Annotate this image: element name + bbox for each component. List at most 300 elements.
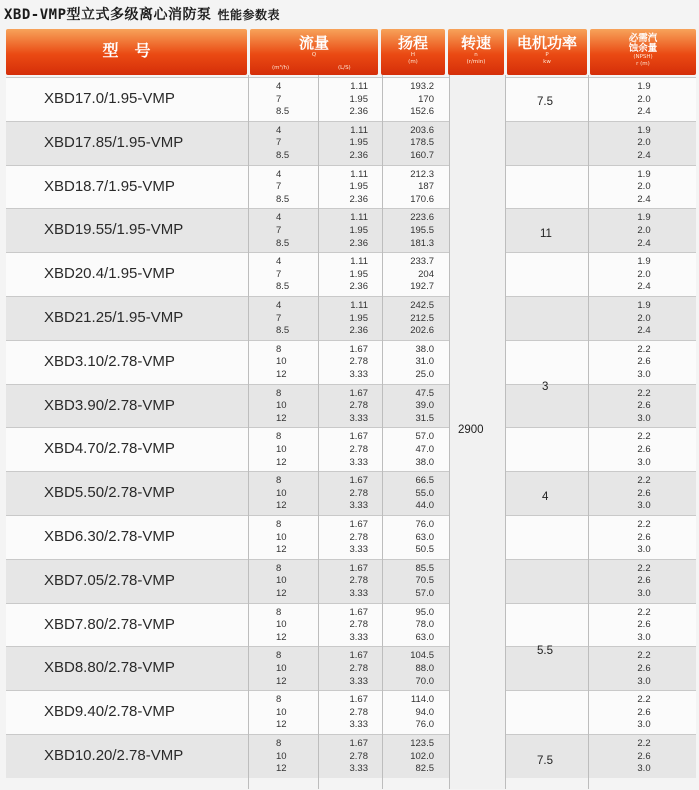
flow-ls-value: 3.33: [349, 500, 368, 512]
head-value: 47.0: [415, 443, 434, 455]
flow-ls-values: [324, 344, 368, 382]
npsh-value: 2.4: [637, 106, 651, 118]
npsh-value: 2.6: [637, 750, 651, 762]
npsh-value: 1.9: [637, 81, 651, 92]
divider-flow: [318, 75, 319, 789]
flow-ls-value: 1.95: [349, 137, 368, 149]
flow-ls-value: 2.36: [349, 106, 368, 118]
model-name: XBD8.80/2.78-VMP: [44, 659, 175, 677]
flow-ls-value: 1.67: [349, 606, 368, 618]
flow-m3-value: 12: [276, 763, 287, 775]
power-value-3: 3: [542, 381, 549, 393]
model-name: XBD5.50/2.78-VMP: [44, 484, 175, 502]
head-value: 63.0: [415, 631, 434, 643]
flow-m3-value: 8: [276, 650, 282, 662]
flow-ls-value: 2.78: [349, 356, 368, 368]
head-value: 94.0: [415, 706, 434, 718]
flow-m3-value: 12: [276, 368, 287, 380]
header-flow-unit-ls: (L/S): [338, 65, 351, 71]
header-speed-symbol: n: [474, 52, 478, 58]
head-values: [394, 256, 434, 294]
header-flow-symbol: Q: [311, 52, 317, 58]
flow-m3-values: [276, 300, 289, 338]
header-power-symbol: P: [545, 52, 549, 58]
flow-ls-value: 1.67: [349, 518, 368, 530]
table-row: [6, 384, 696, 428]
flow-ls-value: 1.95: [349, 224, 368, 236]
npsh-value: 2.2: [637, 387, 651, 399]
npsh-value: 2.2: [637, 518, 651, 530]
flow-m3-value: 12: [276, 719, 287, 731]
npsh-value: 2.6: [637, 619, 651, 631]
npsh-value: 2.0: [637, 181, 651, 193]
npsh-value: 2.4: [637, 325, 651, 337]
flow-ls-value: 1.11: [350, 124, 368, 136]
head-value: 31.0: [415, 356, 434, 368]
head-value: 193.2: [410, 81, 434, 92]
head-values: [394, 738, 434, 776]
flow-ls-value: 1.11: [350, 81, 368, 92]
model-name: XBD7.80/2.78-VMP: [44, 615, 175, 633]
flow-ls-value: 3.33: [349, 675, 368, 687]
head-values: [394, 300, 434, 338]
header-flow: [250, 29, 378, 75]
flow-ls-value: 1.67: [349, 343, 368, 355]
npsh-values: [632, 344, 656, 382]
npsh-values: [632, 738, 656, 776]
flow-m3-value: 10: [276, 400, 287, 412]
npsh-values: [632, 256, 656, 294]
npsh-value: 2.2: [637, 431, 651, 443]
npsh-value: 2.0: [637, 93, 651, 105]
power-value-1: 7.5: [537, 96, 553, 108]
head-values: [394, 475, 434, 513]
head-values: [394, 431, 434, 469]
table-row: [6, 165, 696, 209]
npsh-value: 3.0: [637, 456, 651, 468]
flow-m3-value: 8: [276, 737, 282, 749]
head-value: 202.6: [410, 325, 434, 337]
flow-m3-value: 8.5: [276, 237, 290, 249]
flow-ls-value: 2.78: [349, 487, 368, 499]
flow-ls-values: [324, 256, 368, 294]
npsh-value: 2.4: [637, 281, 651, 293]
header-npsh-line4: r (m): [636, 61, 650, 67]
head-value: 63.0: [415, 531, 434, 543]
head-value: 203.6: [410, 124, 434, 136]
head-value: 47.5: [415, 387, 434, 399]
head-values: [394, 388, 434, 426]
performance-table: [6, 29, 696, 778]
head-value: 78.0: [415, 619, 434, 631]
flow-m3-value: 8.5: [276, 281, 290, 293]
flow-ls-value: 3.33: [349, 631, 368, 643]
header-head-unit: (m): [408, 59, 418, 65]
flow-m3-value: 7: [276, 312, 282, 324]
flow-ls-value: 3.33: [349, 763, 368, 775]
flow-m3-value: 12: [276, 500, 287, 512]
flow-ls-value: 2.78: [349, 619, 368, 631]
flow-m3-value: 8: [276, 475, 282, 487]
header-npsh-line2: 蚀余量: [628, 43, 658, 54]
head-value: 242.5: [410, 299, 434, 311]
table-row: [6, 603, 696, 647]
head-value: 76.0: [415, 518, 434, 530]
document-title: [4, 4, 280, 26]
flow-m3-values: [276, 431, 287, 469]
header-npsh-line1: 必需汽: [628, 33, 658, 44]
npsh-value: 2.4: [637, 193, 651, 205]
speed-value: 2900: [458, 424, 484, 436]
head-value: 31.5: [415, 412, 434, 424]
npsh-value: 2.2: [637, 694, 651, 706]
flow-m3-value: 10: [276, 706, 287, 718]
flow-m3-values: [276, 650, 287, 688]
npsh-value: 1.9: [637, 168, 651, 180]
flow-ls-value: 1.11: [350, 168, 368, 180]
header-power-label: 电机功率: [516, 34, 577, 52]
flow-m3-value: 12: [276, 412, 287, 424]
flow-m3-value: 8: [276, 431, 282, 443]
flow-m3-value: 12: [276, 456, 287, 468]
table-row: [6, 559, 696, 603]
npsh-value: 2.2: [637, 343, 651, 355]
model-name: XBD18.7/1.95-VMP: [44, 177, 175, 195]
flow-m3-values: [276, 125, 289, 163]
npsh-values: [632, 694, 656, 732]
flow-m3-value: 10: [276, 750, 287, 762]
head-value: 82.5: [415, 763, 434, 775]
flow-ls-value: 2.78: [349, 750, 368, 762]
head-value: 25.0: [415, 368, 434, 380]
head-value: 233.7: [410, 256, 434, 268]
npsh-value: 3.0: [637, 631, 651, 643]
flow-ls-values: [324, 738, 368, 776]
head-value: 123.5: [410, 737, 434, 749]
head-value: 212.3: [410, 168, 434, 180]
head-value: 76.0: [415, 719, 434, 731]
flow-m3-value: 12: [276, 675, 287, 687]
head-value: 223.6: [410, 212, 434, 224]
head-value: 104.5: [410, 650, 434, 662]
table-row: [6, 515, 696, 559]
npsh-value: 2.2: [637, 475, 651, 487]
flow-ls-values: [324, 694, 368, 732]
head-value: 114.0: [410, 694, 434, 706]
flow-ls-value: 1.95: [349, 181, 368, 193]
npsh-value: 3.0: [637, 412, 651, 424]
flow-ls-value: 3.33: [349, 412, 368, 424]
head-values: [394, 169, 434, 207]
flow-ls-value: 2.36: [349, 237, 368, 249]
flow-ls-value: 1.67: [349, 387, 368, 399]
table-row: [6, 427, 696, 471]
npsh-values: [632, 650, 656, 688]
flow-m3-value: 8: [276, 606, 282, 618]
flow-m3-value: 12: [276, 587, 287, 599]
head-value: 57.0: [415, 431, 434, 443]
npsh-value: 2.0: [637, 137, 651, 149]
head-value: 170: [418, 93, 434, 105]
flow-ls-value: 1.67: [349, 562, 368, 574]
npsh-value: 3.0: [637, 544, 651, 556]
header-model: [6, 29, 247, 75]
flow-m3-value: 10: [276, 531, 287, 543]
flow-ls-value: 1.67: [349, 475, 368, 487]
npsh-value: 2.6: [637, 400, 651, 412]
title-sub: 性能参数表: [217, 8, 281, 22]
flow-ls-values: [324, 300, 368, 338]
flow-ls-value: 2.36: [349, 149, 368, 161]
flow-m3-value: 7: [276, 93, 282, 105]
flow-m3-value: 7: [276, 268, 282, 280]
flow-m3-values: [276, 519, 287, 557]
table-row: [6, 646, 696, 690]
flow-m3-values: [276, 694, 287, 732]
model-name: XBD19.55/1.95-VMP: [44, 221, 184, 239]
flow-ls-value: 1.11: [350, 299, 368, 311]
flow-ls-value: 3.33: [349, 456, 368, 468]
table-row: [6, 296, 696, 340]
flow-ls-value: 2.78: [349, 662, 368, 674]
flow-m3-value: 4: [276, 299, 282, 311]
head-values: [394, 81, 434, 119]
head-value: 44.0: [415, 500, 434, 512]
model-name: XBD4.70/2.78-VMP: [44, 440, 175, 458]
table-row: [6, 340, 696, 384]
flow-ls-values: [324, 212, 368, 250]
npsh-values: [632, 519, 656, 557]
flow-ls-value: 1.11: [350, 256, 368, 268]
flow-ls-value: 1.11: [350, 212, 368, 224]
flow-ls-value: 2.78: [349, 706, 368, 718]
head-value: 152.6: [410, 106, 434, 118]
flow-m3-value: 12: [276, 631, 287, 643]
head-value: 55.0: [415, 487, 434, 499]
header-head-label: 扬程: [397, 34, 428, 52]
npsh-value: 3.0: [637, 675, 651, 687]
flow-ls-value: 2.78: [349, 443, 368, 455]
header-speed-unit: (r/min): [466, 59, 486, 65]
flow-ls-value: 1.67: [349, 694, 368, 706]
flow-ls-value: 2.36: [349, 193, 368, 205]
flow-m3-value: 7: [276, 137, 282, 149]
flow-m3-values: [276, 738, 287, 776]
head-values: [394, 563, 434, 601]
head-value: 187: [418, 181, 434, 193]
flow-m3-value: 4: [276, 256, 282, 268]
npsh-value: 2.6: [637, 706, 651, 718]
flow-m3-value: 4: [276, 81, 282, 92]
model-name: XBD6.30/2.78-VMP: [44, 527, 175, 545]
divider-model: [248, 75, 249, 789]
head-value: 70.0: [415, 675, 434, 687]
power-value-5: 5.5: [537, 645, 553, 657]
npsh-value: 2.6: [637, 662, 651, 674]
npsh-values: [632, 563, 656, 601]
flow-ls-value: 2.78: [349, 575, 368, 587]
flow-m3-value: 10: [276, 443, 287, 455]
flow-ls-value: 3.33: [349, 368, 368, 380]
flow-ls-values: [324, 388, 368, 426]
flow-ls-value: 1.67: [349, 431, 368, 443]
model-name: XBD3.90/2.78-VMP: [44, 396, 175, 414]
flow-m3-value: 8: [276, 694, 282, 706]
head-value: 102.0: [410, 750, 434, 762]
head-value: 212.5: [410, 312, 434, 324]
npsh-value: 2.6: [637, 356, 651, 368]
npsh-values: [632, 607, 656, 645]
npsh-value: 1.9: [637, 212, 651, 224]
npsh-value: 2.2: [637, 562, 651, 574]
npsh-values: [632, 431, 656, 469]
npsh-values: [632, 475, 656, 513]
power-value-2: 11: [540, 228, 552, 240]
flow-m3-value: 10: [276, 662, 287, 674]
title-main: XBD-VMP型立式多级离心消防泵: [4, 7, 212, 23]
head-value: 178.5: [410, 137, 434, 149]
flow-ls-values: [324, 475, 368, 513]
table-row: [6, 690, 696, 734]
head-value: 50.5: [415, 544, 434, 556]
head-value: 192.7: [410, 281, 434, 293]
head-values: [394, 694, 434, 732]
flow-m3-value: 7: [276, 181, 282, 193]
model-name: XBD9.40/2.78-VMP: [44, 703, 175, 721]
flow-ls-value: 2.36: [349, 325, 368, 337]
npsh-value: 2.2: [637, 737, 651, 749]
flow-m3-value: 8.5: [276, 106, 290, 118]
flow-ls-value: 2.36: [349, 281, 368, 293]
flow-m3-values: [276, 212, 289, 250]
flow-m3-value: 4: [276, 168, 282, 180]
header-power-unit: kw: [543, 59, 551, 65]
model-name: XBD3.10/2.78-VMP: [44, 352, 175, 370]
model-name: XBD20.4/1.95-VMP: [44, 265, 175, 283]
flow-ls-value: 1.67: [349, 737, 368, 749]
power-value-4: 4: [542, 491, 549, 503]
table-row: [6, 734, 696, 778]
head-value: 57.0: [415, 587, 434, 599]
flow-ls-values: [324, 169, 368, 207]
flow-m3-value: 4: [276, 124, 282, 136]
npsh-value: 2.6: [637, 531, 651, 543]
npsh-values: [632, 212, 656, 250]
npsh-value: 2.6: [637, 575, 651, 587]
header-speed-label: 转速: [460, 34, 491, 52]
head-value: 39.0: [415, 400, 434, 412]
npsh-value: 2.0: [637, 268, 651, 280]
flow-m3-value: 10: [276, 619, 287, 631]
flow-ls-values: [324, 607, 368, 645]
header-npsh-line3: (NPSH): [633, 54, 653, 60]
npsh-value: 1.9: [637, 256, 651, 268]
flow-m3-values: [276, 169, 289, 207]
flow-m3-values: [276, 344, 287, 382]
flow-ls-value: 2.78: [349, 531, 368, 543]
head-values: [394, 519, 434, 557]
divider-head: [449, 75, 450, 789]
npsh-value: 2.6: [637, 443, 651, 455]
flow-ls-value: 3.33: [349, 544, 368, 556]
flow-ls-values: [324, 431, 368, 469]
flow-ls-value: 1.95: [349, 268, 368, 280]
table-row: [6, 208, 696, 252]
model-name: XBD21.25/1.95-VMP: [44, 308, 184, 326]
flow-m3-values: [276, 475, 287, 513]
flow-m3-value: 8.5: [276, 325, 290, 337]
flow-ls-values: [324, 125, 368, 163]
npsh-value: 2.4: [637, 149, 651, 161]
head-value: 66.5: [415, 475, 434, 487]
npsh-value: 3.0: [637, 763, 651, 775]
npsh-values: [632, 388, 656, 426]
npsh-value: 3.0: [637, 719, 651, 731]
npsh-value: 3.0: [637, 368, 651, 380]
power-value-6: 7.5: [537, 755, 553, 767]
npsh-value: 2.4: [637, 237, 651, 249]
flow-m3-value: 4: [276, 212, 282, 224]
divider-ls: [382, 75, 383, 789]
npsh-value: 2.2: [637, 606, 651, 618]
head-value: 181.3: [410, 237, 434, 249]
flow-ls-values: [324, 519, 368, 557]
npsh-values: [632, 81, 656, 119]
flow-m3-value: 8: [276, 343, 282, 355]
head-value: 204: [418, 268, 434, 280]
flow-m3-values: [276, 388, 287, 426]
flow-ls-values: [324, 650, 368, 688]
table-row: [6, 252, 696, 296]
flow-m3-value: 12: [276, 544, 287, 556]
flow-m3-value: 8.5: [276, 149, 290, 161]
flow-m3-value: 8.5: [276, 193, 290, 205]
head-value: 38.0: [415, 343, 434, 355]
flow-m3-value: 8: [276, 518, 282, 530]
flow-m3-value: 8: [276, 387, 282, 399]
model-name: XBD17.85/1.95-VMP: [44, 133, 184, 151]
flow-m3-values: [276, 563, 287, 601]
npsh-values: [632, 169, 656, 207]
header-speed: [448, 29, 504, 75]
header-model-label: 型 号: [102, 41, 151, 60]
header-head-symbol: H: [410, 52, 416, 58]
head-value: 195.5: [410, 224, 434, 236]
flow-m3-value: 10: [276, 575, 287, 587]
head-value: 170.6: [410, 193, 434, 205]
npsh-value: 1.9: [637, 124, 651, 136]
flow-ls-value: 3.33: [349, 587, 368, 599]
flow-ls-value: 2.78: [349, 400, 368, 412]
head-values: [394, 607, 434, 645]
flow-m3-values: [276, 607, 287, 645]
model-name: XBD7.05/2.78-VMP: [44, 571, 175, 589]
head-value: 95.0: [415, 606, 434, 618]
header-flow-unit-m3: (m³/h): [272, 65, 290, 71]
table-row: [6, 121, 696, 165]
flow-ls-value: 1.95: [349, 93, 368, 105]
npsh-value: 2.0: [637, 312, 651, 324]
model-name: XBD10.20/2.78-VMP: [44, 746, 184, 764]
flow-ls-values: [324, 81, 368, 119]
table-row: [6, 77, 696, 121]
head-value: 85.5: [415, 562, 434, 574]
npsh-value: 1.9: [637, 299, 651, 311]
header-npsh: [590, 29, 696, 75]
flow-m3-values: [276, 256, 289, 294]
header-power: [507, 29, 587, 75]
flow-m3-value: 7: [276, 224, 282, 236]
